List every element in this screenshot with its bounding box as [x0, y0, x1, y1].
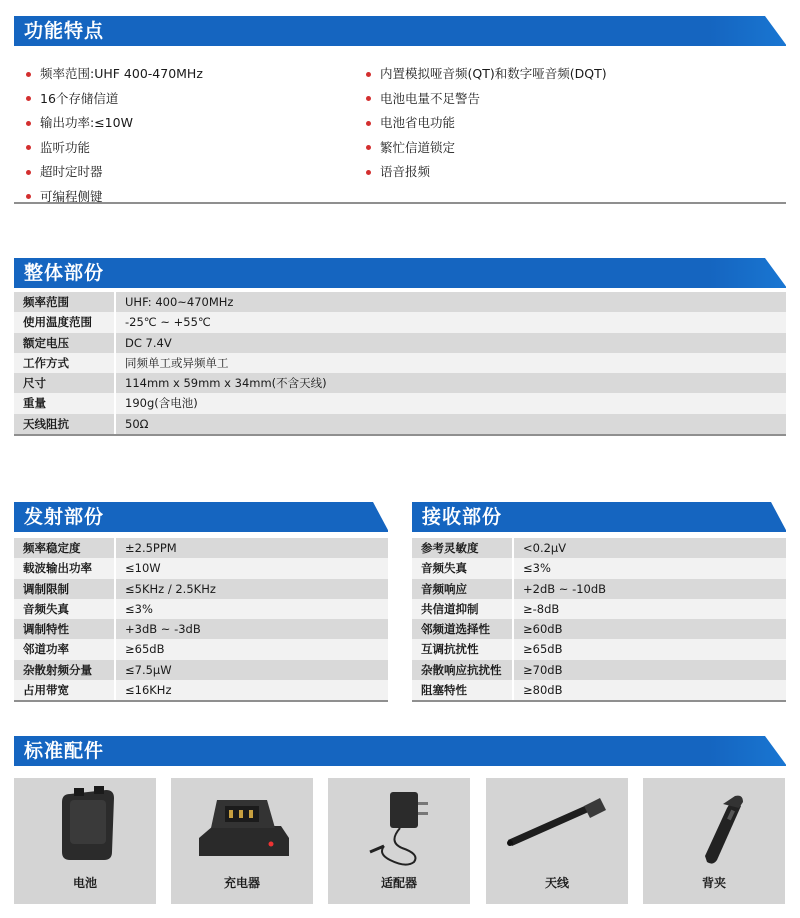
overall-title: 整体部份 [24, 262, 105, 284]
table-row: 调制限制 ≤5KHz / 2.5KHz [14, 579, 388, 599]
overall-header [14, 258, 786, 288]
table-row: 参考灵敏度 <0.2μV [412, 538, 786, 558]
table-row: 邻道功率 ≥65dB [14, 639, 388, 659]
transmit-spec-table [14, 538, 388, 702]
transmit-header [14, 502, 388, 532]
bullet-icon [366, 121, 371, 126]
receive-title: 接收部份 [422, 506, 503, 528]
bullet-icon [26, 170, 31, 175]
bullet-icon [26, 72, 31, 77]
table-row: 共信道抑制 ≥-8dB [412, 599, 786, 619]
feature-item: 电池省电功能 [366, 111, 607, 136]
table-row: 邻频道选择性 ≥60dB [412, 619, 786, 639]
accessory-label: 适配器 [380, 876, 417, 890]
table-row: 音频失真 ≤3% [412, 558, 786, 578]
bullet-icon [26, 96, 31, 101]
antenna-icon [486, 778, 628, 870]
feature-item: 内置模拟哑音频(QT)和数字哑音频(DQT) [366, 62, 607, 87]
feature-item: 监听功能 [26, 136, 203, 161]
table-row: 天线阻抗 50Ω [14, 414, 786, 434]
accessories-title: 标准配件 [24, 740, 105, 762]
table-row: 调制特性 +3dB ~ -3dB [14, 619, 388, 639]
bullet-icon [366, 145, 371, 150]
features-left-list [26, 62, 203, 209]
feature-item: 频率范围:UHF 400-470MHz [26, 62, 203, 87]
bullet-icon [26, 121, 31, 126]
accessory-card-adapter [328, 778, 470, 904]
table-row: 占用带宽 ≤16KHz [14, 680, 388, 700]
accessory-label: 背夹 [701, 876, 726, 890]
table-row: 工作方式 同频单工或异频单工 [14, 353, 786, 373]
features-box [14, 56, 786, 204]
adapter-icon [328, 778, 470, 870]
table-row: 尺寸 114mm x 59mm x 34mm(不含天线) [14, 373, 786, 393]
table-row: 频率稳定度 ±2.5PPM [14, 538, 388, 558]
table-row: 杂散射频分量 ≤7.5μW [14, 660, 388, 680]
table-row: 使用温度范围 -25℃ ~ +55℃ [14, 312, 786, 332]
table-row: 载波输出功率 ≤10W [14, 558, 388, 578]
table-row: 频率范围 UHF: 400~470MHz [14, 292, 786, 312]
accessory-card-charger [171, 778, 313, 904]
feature-item: 电池电量不足警告 [366, 87, 607, 112]
bullet-icon [366, 170, 371, 175]
feature-item: 输出功率:≤10W [26, 111, 203, 136]
receive-header [412, 502, 786, 532]
feature-item: 语音报频 [366, 160, 607, 185]
feature-item: 16个存储信道 [26, 87, 203, 112]
accessory-card-antenna [486, 778, 628, 904]
feature-item: 超时定时器 [26, 160, 203, 185]
accessories-header [14, 736, 786, 766]
charger-icon [171, 778, 313, 870]
feature-item: 繁忙信道锁定 [366, 136, 607, 161]
bullet-icon [366, 96, 371, 101]
features-right-list [366, 62, 607, 185]
table-row: 额定电压 DC 7.4V [14, 333, 786, 353]
belt-clip-icon [643, 778, 785, 870]
table-row: 音频失真 ≤3% [14, 599, 388, 619]
feature-item: 可编程侧键 [26, 185, 203, 210]
accessory-label: 电池 [72, 876, 97, 890]
accessory-card-battery [14, 778, 156, 904]
features-header [14, 16, 786, 46]
table-row: 互调抗扰性 ≥65dB [412, 639, 786, 659]
accessory-label: 天线 [544, 876, 569, 890]
table-row: 重量 190g(含电池) [14, 393, 786, 413]
table-row: 音频响应 +2dB ~ -10dB [412, 579, 786, 599]
accessory-card-belt-clip [643, 778, 785, 904]
features-title: 功能特点 [24, 20, 105, 42]
bullet-icon [26, 194, 31, 199]
bullet-icon [366, 72, 371, 77]
bullet-icon [26, 145, 31, 150]
overall-spec-table [14, 292, 786, 436]
transmit-title: 发射部份 [24, 506, 105, 528]
table-row: 阻塞特性 ≥80dB [412, 680, 786, 700]
receive-spec-table [412, 538, 786, 702]
table-row: 杂散响应抗扰性 ≥70dB [412, 660, 786, 680]
accessory-label: 充电器 [223, 876, 260, 890]
battery-icon [14, 778, 156, 870]
